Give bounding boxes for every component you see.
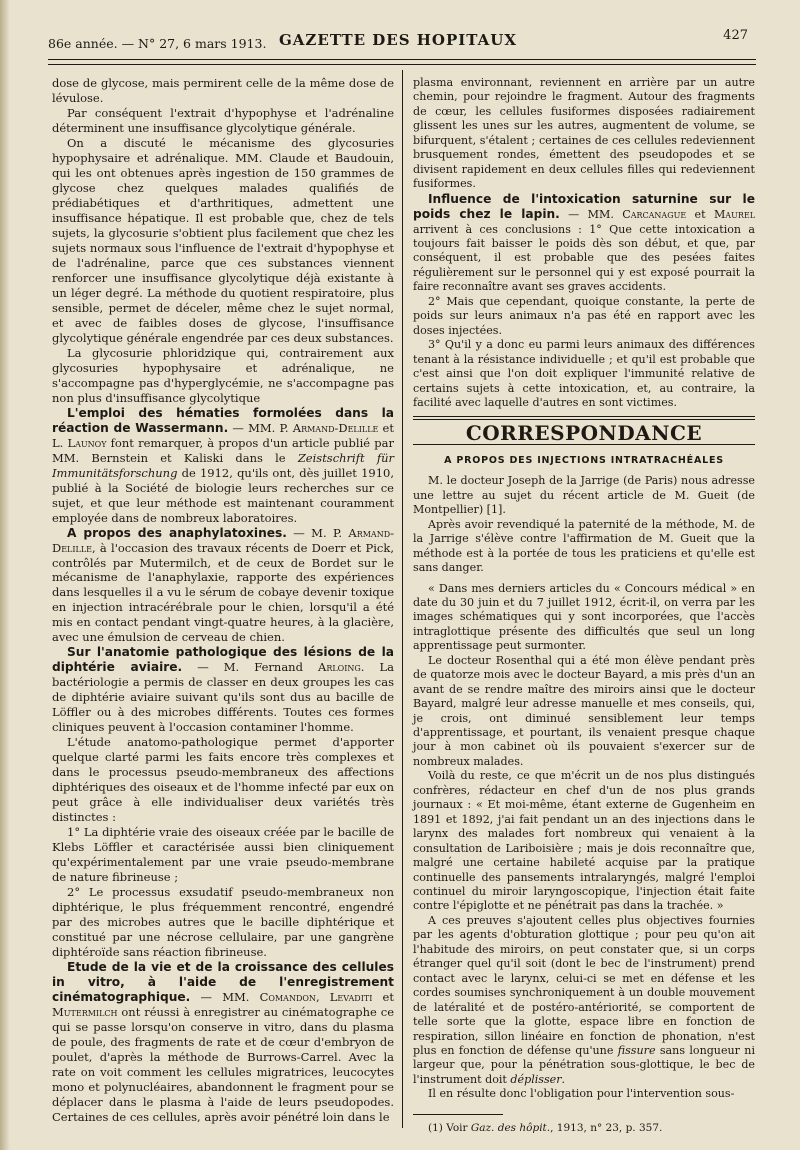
correspondance-heading: CORRESPONDANCE: [465, 421, 703, 446]
page-number: 427: [723, 28, 748, 43]
paragraph: M. le docteur Joseph de la Jarrige (de Paris) nous adresse une lettre au sujet du récent article de M. Gueit (de Montpellier) [1].: [413, 474, 755, 517]
journal-name: Zeistschrift für Immunitätsforschung: [52, 450, 394, 480]
running-header: [48, 28, 748, 52]
paragraph: Le docteur Rosenthal qui a été mon élève pendant près de quatorze mois avec le docteur Bayard, a mis près d'un an avant de se rendre maître des miroirs ainsi que le docteur Bayard, malgré leur adresse manuelle et mes conseils, qui, je crois, ont diminué sensiblement leur temps d'apprentissage, et pourtant, ils venaient presque chaque jour à mon cabinet où ils pouvaient s'exercer sur de nombreux malades.: [413, 653, 755, 768]
journal-title: GAZETTE DES HOPITAUX: [278, 31, 517, 49]
footnote-rule: [413, 1114, 503, 1115]
section-title: Influence de l'intoxication saturnine sur le poids chez le lapin.: [413, 191, 755, 222]
author-name: Launoy: [67, 435, 107, 450]
paragraph: La glycosurie phloridzique qui, contrairement aux glycosuries hypophysaire et adrénalique, ne s'accompagne pas d'hyperglycémie, ne s'accompagne pas non plus d'insuffisance glycolytique: [52, 345, 394, 405]
section-title: Sur l'anatomie pathologique des lésions de la diphtérie aviaire.: [52, 645, 394, 675]
paragraph: Après avoir revendiqué la paternité de la méthode, M. de la Jarrige s'élève contre l'affirmation de M. Gueit que la méthode est à la portée de tous les praticiens et qu'elle est sans danger.: [413, 517, 755, 575]
section-wassermann: L'emploi des hématies formolées dans la réaction de Wassermann. — MM. P. Armand-Delille et L. Launoy font remarquer, à propos d'un article publié par MM. Bernstein et Kaliski dans le Zeistschrift für Immunitätsforschung de 1912, qu'ils ont, dès juillet 1910, publié à la Société de biologie leurs recherches sur ce sujet, et que leur méthode est maintenant couramment employée dans de nombreux laboratoires.: [52, 405, 394, 525]
issue-info: 86e année. — N° 27, 6 mars 1913.: [48, 36, 267, 51]
author-name: Maurel: [713, 208, 756, 222]
section-cellules: Etude de la vie et de la croissance des cellules in vitro, à l'aide de l'enregistrement cinématographique. — MM. Comandon, Levaditi et Mutermilch ont réussi à enregistrer au cinématographe ce qui se passe lorsqu'on conserve in vitro, dans du plasma de poule, des fragments de rate et de cœur d'embryon de poulet, d'après la méthode de Burrows-Carrel. Avec la rate on voit comment les cellules migratrices, leucocytes mono et polynucléaires, abandonnent le fragment pour se déplacer dans le plasma à l'aide de leurs pseudopodes. Certaines de ces cellules, après avoir pénétré loin dans le: [52, 960, 394, 1124]
section-saturnine: Influence de l'intoxication saturnine sur le poids chez le lapin. — MM. Carcanague et Maurel arrivent à ces conclusions : 1° Que cette intoxication a toujours fait baisser le poids dès son début, et que, par conséquent, il est probable que des pesées faites régulièrement sur le personnel qui y est exposé pourrait la faire reconnaître avant ses graves accidents.: [413, 191, 756, 294]
author-name: Arloing: [318, 660, 361, 675]
column-divider: [402, 70, 403, 1128]
footnote: (1) Voir Gaz. des hôpit., 1913, n° 23, p. 357.: [428, 1121, 663, 1134]
paragraph: 1° La diphtérie vraie des oiseaux créée par le bacille de Klebs Löffler et caractérisée aussi bien cliniquement qu'expérimentalement par une vraie pseudo-membrane de nature fibrineuse ;: [52, 825, 394, 885]
paragraph: On a discuté le mécanisme des glycosuries hypophysaire et adrénalique. MM. Claude et Baudouin, qui les ont obtenues après ingestion de 150 grammes de glycose chez quelques malades qualifiés de prédiabétiques et d'arthritiques, admettent une insuffisance hépatique. Il est probable que, chez de tels sujets, la glycosurie s'obtient plus facilement que chez les sujets normaux sous l'influence de l'extrait d'hypophyse et de l'adrénaline, parce que ces substances viennent renforcer une insuffisance glycolytique déjà existante à un léger degré. La méthode du quotient respiratoire, plus sensible, permet de déceler, même chez le sujet normal, et avec de faibles doses de glycose, l'insuffisance glycolytique générale engendrée par ces deux substances.: [52, 135, 394, 345]
right-column: [413, 76, 755, 1135]
paragraph: 2° Le processus exsudatif pseudo-membraneux non diphtérique, le plus fréquemment rencontré, engendré par des microbes autres que le bacille diphtérique et constitué par une nécrose cellulaire, par une gangrène diphtéroïde sans réaction fibrineuse.: [52, 885, 394, 960]
paragraph: dose de glycose, mais permirent celle de la même dose de lévulose.: [52, 76, 394, 105]
header-rule: [48, 59, 756, 60]
section-title: L'emploi des hématies formolées dans la réaction de Wassermann.: [52, 405, 394, 435]
section-title: A propos des anaphylatoxines.: [67, 525, 287, 540]
paragraph: Par conséquent l'extrait d'hypophyse et l'adrénaline déterminent une insuffisance glycolytique générale.: [52, 105, 394, 135]
paragraph: A ces preuves s'ajoutent celles plus objectives fournies par les agents d'obturation glottique ; pour peu qu'on ait l'habitude des miroirs, on peut constater que, si un corps étranger quel qu'il soit (dont le bec de l'instrument) prend contact avec le larynx, celui-ci se met en défense et les cordes soumises synchroniquement à un double mouvement de latéralité et de postéro-antériorité, se comportent de telle sorte que la glotte, espace libre en fonction de respiration, sillon linéaire en fonction de phonation, n'est plus en fonction de défense qu'une fissure sans longueur ni largeur que, pour la pénétration sous-glottique, le bec de l'instrument doit déplisser.: [413, 913, 755, 1086]
section-anaphylatoxines: A propos des anaphylatoxines. — M. P. Armand-Delille, à l'occasion des travaux récents de Doerr et Pick, contrôlés par Mutermilch, et de ceux de Bordet sur le mécanisme de l'anaphylaxie, rapporte des expériences dans lesquelles il a vu le sérum de cobaye devenir toxique en injection intracérébrale pour le chien, lorsqu'il a été mis en contact pendant vingt-quatre heures, à la glacière, avec une émulsion de cerveau de chien.: [52, 525, 394, 645]
section-rule-thin: [413, 419, 755, 420]
author-name: Carcanague: [622, 208, 687, 222]
author-name: Mutermilch: [52, 1005, 118, 1020]
author-name: Levaditi: [329, 990, 373, 1005]
header-rule-thin: [48, 64, 756, 65]
paragraph: « Dans mes derniers articles du « Concours médical » en date du 30 juin et du 7 juillet 1912, écrit-il, on verra par les images schématiques qui y sont incorporées, que l'accès intraglottique présente des difficultés que seul un long apprentissage peut surmonter.: [413, 581, 755, 653]
left-column: [52, 76, 394, 1125]
section-diphterie: Sur l'anatomie pathologique des lésions de la diphtérie aviaire. — M. Fernand Arloing. La bactériologie a permis de classer en deux groupes les cas de diphtérie aviaire suivant qu'ils sont dus au bacille de Löffler ou à des microbes différents. Toutes ces formes cliniques peuvent à l'occasion contaminer l'homme.: [52, 645, 394, 735]
paragraph: 2° Mais que cependant, quoique constante, la perte de poids sur leurs animaux n'a pas été en rapport avec les doses injectées.: [413, 294, 755, 337]
paragraph: L'étude anatomo-pathologique permet d'apporter quelque clarté parmi les faits encore très complexes et dans le processus pseudo-membraneux des affections diphtériques des oiseaux et de l'homme infecté par eux on peut grâce à elle individualiser deux variétés très distinctes :: [52, 735, 394, 825]
author-name: Armand-Delille: [52, 525, 394, 555]
paragraph: Il en résulte donc l'obligation pour l'intervention sous-: [428, 1087, 735, 1101]
author-name: Comandon: [259, 990, 316, 1005]
paragraph: Voilà du reste, ce que m'écrit un de nos plus distingués confrères, rédacteur en chef d'un de nos plus grands journaux : « Et moi-même, étant externe de Gugenheim en 1891 et 1892, j'ai fait pendant un an des injections dans le larynx des malades fort nombreux qui venaient à la consultation de Lariboisière ; mais je dois reconnaître que, malgré une certaine habileté acquise par la pratique continuelle des pansements intralaryngés, malgré l'emploi continuel du miroir laryngoscopique, l'injection était faite contre l'épiglotte et ne pénétrait pas dans la trachée. »: [413, 769, 755, 913]
correspondance-subheading: A PROPOS DES INJECTIONS INTRATRACHÉALES: [444, 454, 724, 466]
author-name: Armand-Delille: [292, 420, 379, 435]
paragraph: plasma environnant, reviennent en arrière par un autre chemin, pour rejoindre le fragment. Autour des fragments de cœur, les cellules fusiformes disposées radiairement glissent les unes sur les autres, augmentent de volume, se bifurquent, s'étalent ; certaines de ces cellules redeviennent brusquement rondes, émettent des pseudopodes et se divisent rapidement en deux cellules filles qui redeviennent fusiformes.: [413, 76, 755, 191]
paragraph: 3° Qu'il y a donc eu parmi leurs animaux des différences tenant à la résistance individuelle ; et qu'il est probable que c'est ainsi que l'on doit expliquer l'immunité relative de certains sujets à cette intoxication, et, au contraire, la facilité avec laquelle d'autres en sont victimes.: [413, 338, 755, 409]
section-rule: [413, 416, 755, 417]
section-title: Etude de la vie et de la croissance des cellules in vitro, à l'aide de l'enregistrement cinématographique.: [52, 960, 394, 1005]
binding-shadow: [0, 0, 10, 1150]
